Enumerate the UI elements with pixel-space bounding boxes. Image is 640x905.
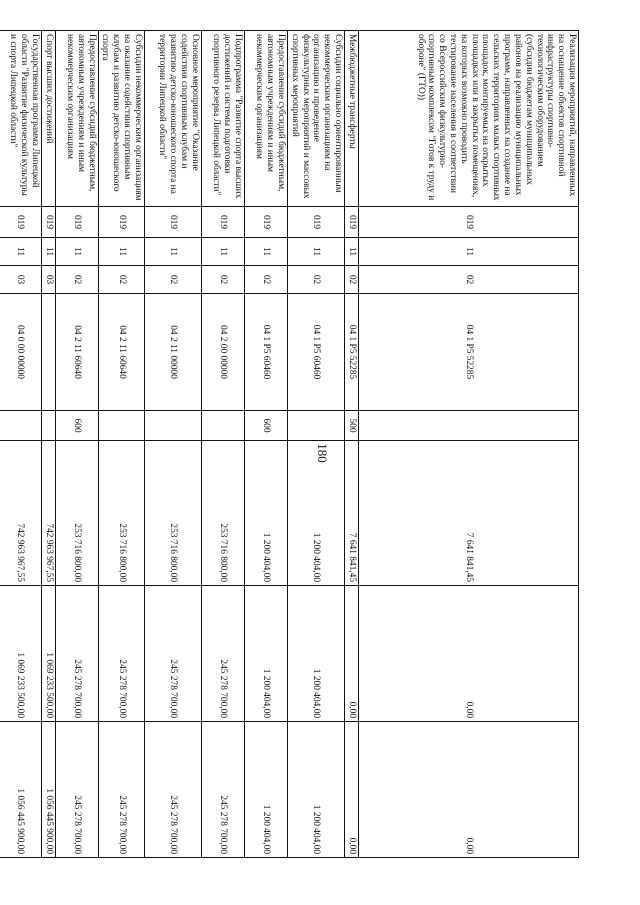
subsection-code: 02 <box>345 266 359 294</box>
target-code: 04 1 P5 60460 <box>244 294 287 411</box>
subsection-code: 02 <box>287 266 344 294</box>
expense-type-code <box>144 411 201 441</box>
table-row <box>0 31 41 858</box>
amount-year-2: 1 069 233 500,00 <box>41 586 55 722</box>
amount-year-1: 253 716 800,00 <box>144 441 201 586</box>
target-code: 04 0 00 00000 <box>0 294 41 411</box>
table-row <box>359 31 579 858</box>
table-row <box>201 31 244 858</box>
amount-year-2: 1 069 233 500,00 <box>0 586 41 722</box>
ministry-code: 019 <box>345 207 359 238</box>
section-code: 11 <box>345 238 359 266</box>
row-name: Подпрограмма "Развитие спорта высших достижений и системы подготовки спортивного резерва Липецкой области" <box>201 31 244 207</box>
target-code: 04 2 11 60640 <box>98 294 144 411</box>
row-name: Предоставление субсидий бюджетным, автономным учреждениям и иным некоммерческим организациям <box>244 31 287 207</box>
subsection-code: 02 <box>244 266 287 294</box>
ministry-code: 019 <box>244 207 287 238</box>
ministry-code: 019 <box>55 207 98 238</box>
subsection-code: 02 <box>359 266 579 294</box>
row-name: Предоставление субсидий бюджетным, автономным учреждениям и иным некоммерческим организациям <box>55 31 98 207</box>
amount-year-1: 7 641 841,45 <box>359 441 579 586</box>
expense-type-code <box>98 411 144 441</box>
amount-year-1: 742 963 967,55 <box>0 441 41 586</box>
section-code: 11 <box>287 238 344 266</box>
amount-year-2: 1 200 404,00 <box>287 586 344 722</box>
amount-year-3: 1 200 404,00 <box>287 722 344 858</box>
expense-type-code: 600 <box>55 411 98 441</box>
ministry-code: 019 <box>144 207 201 238</box>
table-row <box>144 31 201 858</box>
expense-type-code <box>201 411 244 441</box>
amount-year-2: 0,00 <box>359 586 579 722</box>
amount-year-1: 1 200 404,00 <box>244 441 287 586</box>
target-code: 04 2 11 00000 <box>144 294 201 411</box>
row-name: Основное мероприятие "Оказание содействия спортивным клубам и развитию детско-юношеского спорта на территории Липецкой области" <box>144 31 201 207</box>
amount-year-3: 245 278 700,00 <box>55 722 98 858</box>
amount-year-2: 245 278 700,00 <box>98 586 144 722</box>
section-code: 11 <box>0 238 41 266</box>
target-code: 04 2 00 00000 <box>201 294 244 411</box>
subsection-code: 02 <box>144 266 201 294</box>
table-row <box>41 31 55 858</box>
expense-type-code <box>0 411 41 441</box>
amount-year-3: 0,00 <box>345 722 359 858</box>
target-code: 04 1 P5 52285 <box>359 294 579 411</box>
amount-year-3: 0,00 <box>359 722 579 858</box>
target-code <box>41 294 55 411</box>
target-code: 04 1 P5 52285 <box>345 294 359 411</box>
subsection-code: 02 <box>55 266 98 294</box>
expense-type-code <box>359 411 579 441</box>
ministry-code: 019 <box>98 207 144 238</box>
budget-table <box>0 30 579 858</box>
amount-year-1: 253 716 800,00 <box>55 441 98 586</box>
amount-year-3: 245 278 700,00 <box>144 722 201 858</box>
amount-year-3: 1 056 445 900,00 <box>41 722 55 858</box>
amount-year-2: 0,00 <box>345 586 359 722</box>
amount-year-3: 1 200 404,00 <box>244 722 287 858</box>
row-name: Спорт высших достижений <box>41 31 55 207</box>
amount-year-2: 245 278 700,00 <box>55 586 98 722</box>
page-number: 180 <box>315 443 330 463</box>
amount-year-3: 245 278 700,00 <box>201 722 244 858</box>
ministry-code: 019 <box>201 207 244 238</box>
amount-year-1: 253 716 800,00 <box>201 441 244 586</box>
amount-year-1: 1 200 404,00 <box>287 441 344 586</box>
ministry-code: 019 <box>41 207 55 238</box>
expense-type-code: 500 <box>345 411 359 441</box>
subsection-code: 03 <box>0 266 41 294</box>
amount-year-1: 253 716 800,00 <box>98 441 144 586</box>
amount-year-1: 7 641 841,45 <box>345 441 359 586</box>
ministry-code: 019 <box>359 207 579 238</box>
expense-type-code: 600 <box>244 411 287 441</box>
table-row <box>244 31 287 858</box>
section-code: 11 <box>55 238 98 266</box>
amount-year-3: 1 056 445 900,00 <box>0 722 41 858</box>
row-name: Реализация мероприятий, направленных на оснащение объектов спортивной инфраструктуры спортивно-технологическим оборудованием (субсидии бюджетам муниципальных районов на реализацию муниципальных программ, направленных на создание на сельских территориях малых спортивных площадок, монтируемых на открытых площадках или в закрытых помещениях, на которых возможно проводить тестирование населения в соответствии со Всероссийским физкультурно-спортивным комплексом "Готов к труду и обороне" (ГТО)) <box>359 31 579 207</box>
section-code: 11 <box>41 238 55 266</box>
rotated-page <box>8 30 579 857</box>
table-row <box>98 31 144 858</box>
amount-year-2: 245 278 700,00 <box>201 586 244 722</box>
section-code: 11 <box>201 238 244 266</box>
expense-type-code <box>41 411 55 441</box>
section-code: 11 <box>359 238 579 266</box>
target-code: 04 1 P5 60460 <box>287 294 344 411</box>
row-name: Государственная программа Липецкой области "Развитие физической культуры и спорта Липецкой области" <box>0 31 41 207</box>
ministry-code: 019 <box>287 207 344 238</box>
subsection-code: 03 <box>41 266 55 294</box>
target-code: 04 2 11 60640 <box>55 294 98 411</box>
ministry-code: 019 <box>0 207 41 238</box>
subsection-code: 02 <box>201 266 244 294</box>
table-frame <box>8 30 579 857</box>
row-name: Субсидии социально ориентированным некоммерческим организациям на организацию и проведение физкультурных мероприятий и массовых спортивных мероприятий <box>287 31 344 207</box>
row-name: Субсидии некоммерческим организациям на оказание содействия спортивным клубам и развитию детско-юношеского спорта <box>98 31 144 207</box>
section-code: 11 <box>98 238 144 266</box>
amount-year-3: 245 278 700,00 <box>98 722 144 858</box>
table-row <box>55 31 98 858</box>
row-name: Межбюджетные трансферты <box>345 31 359 207</box>
expense-type-code <box>287 411 344 441</box>
section-code: 11 <box>144 238 201 266</box>
amount-year-2: 1 200 404,00 <box>244 586 287 722</box>
table-row <box>345 31 359 858</box>
section-code: 11 <box>244 238 287 266</box>
subsection-code: 02 <box>98 266 144 294</box>
amount-year-1: 742 963 967,55 <box>41 441 55 586</box>
amount-year-2: 245 278 700,00 <box>144 586 201 722</box>
table-row <box>287 31 344 858</box>
